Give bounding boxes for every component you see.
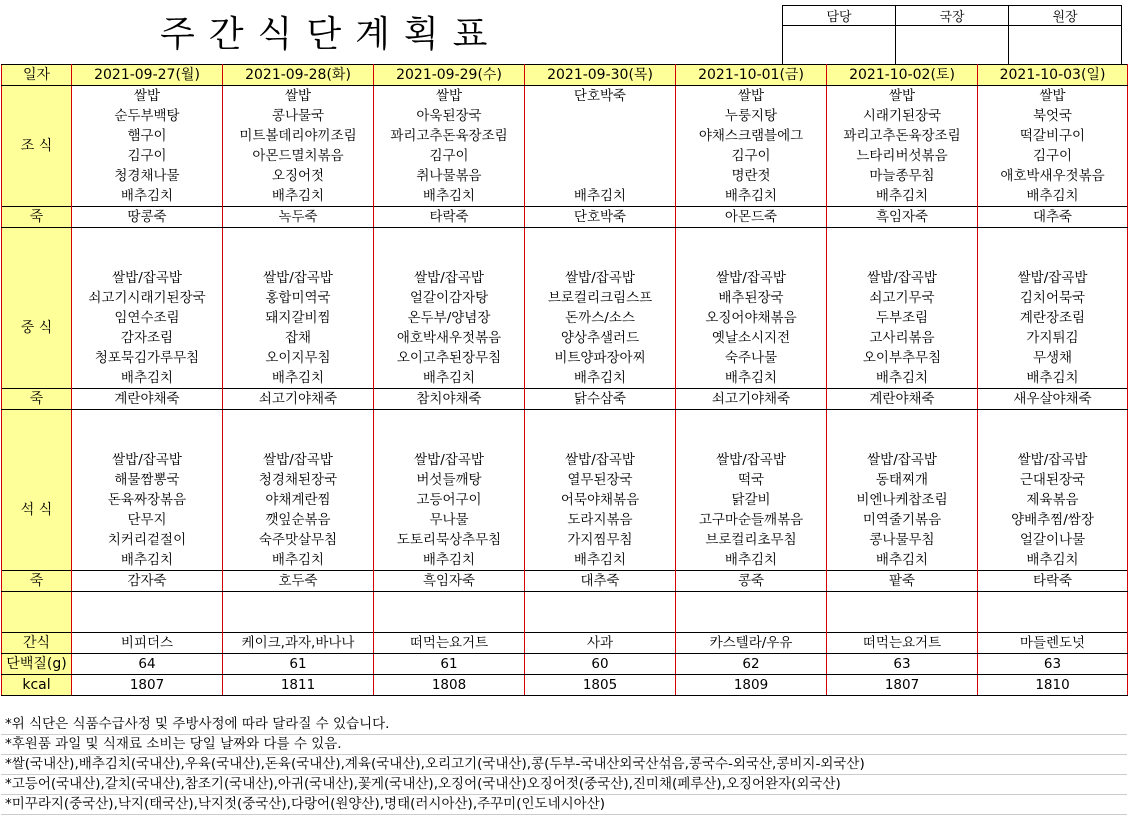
menu-item: 배추김치 — [374, 186, 525, 207]
table-row — [2, 571, 1128, 592]
menu-item: 쌀밥 — [72, 86, 223, 107]
menu-item: 쇠고기무국 — [827, 288, 978, 308]
porridge-item: 쇠고기야채죽 — [223, 389, 374, 410]
blank-cell — [72, 430, 223, 450]
menu-item: 북엇국 — [978, 106, 1128, 126]
table-row — [2, 654, 1128, 675]
menu-item: 잡채 — [223, 328, 374, 348]
approval-label: 원장 — [1009, 6, 1122, 26]
table-row — [2, 592, 1128, 613]
protein-label: 단백질(g) — [2, 654, 72, 675]
menu-item: 숙주맛살무침 — [223, 530, 374, 550]
note-line: *위 식단은 식품수급사정 및 주방사정에 따라 달라질 수 있습니다. — [1, 715, 1127, 735]
table-row — [2, 308, 1128, 328]
menu-item: 무나물 — [374, 510, 525, 530]
menu-item: 치커리겉절이 — [72, 530, 223, 550]
blank-cell — [72, 410, 223, 431]
menu-item: 쌀밥 — [676, 86, 827, 107]
menu-item: 쌀밥/잡곡밥 — [827, 450, 978, 470]
porridge-item: 녹두죽 — [223, 207, 374, 228]
porridge-item: 타락죽 — [374, 207, 525, 228]
table-row — [2, 186, 1128, 207]
menu-item: 꽈리고추돈육장조림 — [827, 126, 978, 146]
menu-item: 해물짬뽕국 — [72, 470, 223, 490]
table-row — [2, 248, 1128, 268]
menu-table — [1, 64, 1128, 696]
menu-item: 오징어젓 — [223, 166, 374, 186]
table-row — [2, 146, 1128, 166]
menu-item: 청경채나물 — [72, 166, 223, 186]
blank-cell — [223, 612, 374, 633]
menu-item: 쌀밥 — [827, 86, 978, 107]
blank-cell — [827, 430, 978, 450]
porridge-item: 콩죽 — [676, 571, 827, 592]
menu-item: 배추김치 — [223, 186, 374, 207]
protein-value: 62 — [676, 654, 827, 675]
menu-item: 쌀밥 — [978, 86, 1128, 107]
date-header: 2021-09-28(화) — [223, 65, 374, 86]
blank-cell — [827, 228, 978, 249]
menu-item: 김구이 — [72, 146, 223, 166]
menu-item: 돈까스/소스 — [525, 308, 676, 328]
table-row — [2, 106, 1128, 126]
porridge-item: 단호박죽 — [525, 207, 676, 228]
snack-item: 떠먹는요거트 — [374, 633, 525, 654]
menu-item: 쌀밥/잡곡밥 — [525, 450, 676, 470]
menu-item: 순두부백탕 — [72, 106, 223, 126]
blank-cell — [525, 410, 676, 431]
porridge-label: 죽 — [2, 207, 72, 228]
menu-item: 배추김치 — [827, 186, 978, 207]
approval-table — [782, 5, 1122, 65]
menu-item: 배추김치 — [978, 550, 1128, 571]
table-row — [2, 675, 1128, 696]
signature-box[interactable] — [1009, 26, 1122, 65]
menu-item: 마늘종무침 — [827, 166, 978, 186]
menu-item: 배추김치 — [827, 368, 978, 389]
blank-cell — [525, 592, 676, 613]
menu-item: 옛날소시지전 — [676, 328, 827, 348]
table-row — [2, 166, 1128, 186]
blank-cell — [525, 248, 676, 268]
porridge-item: 흑임자죽 — [827, 207, 978, 228]
blank-cell — [676, 612, 827, 633]
menu-item: 배추김치 — [72, 550, 223, 571]
date-header: 2021-10-01(금) — [676, 65, 827, 86]
menu-item: 쌀밥 — [374, 86, 525, 107]
signature-box[interactable] — [783, 26, 896, 65]
table-row — [2, 288, 1128, 308]
protein-value: 61 — [374, 654, 525, 675]
menu-item: 애호박새우젓볶음 — [978, 166, 1128, 186]
table-row — [2, 430, 1128, 450]
blank-cell — [374, 248, 525, 268]
menu-item: 숙주나물 — [676, 348, 827, 368]
table-row — [2, 550, 1128, 571]
header-row — [2, 65, 1128, 86]
menu-item: 오이지무침 — [223, 348, 374, 368]
approval-label: 담당 — [783, 6, 896, 26]
table-row — [2, 86, 1128, 107]
menu-item: 온두부/양념장 — [374, 308, 525, 328]
kcal-label: kcal — [2, 675, 72, 696]
porridge-item: 대추죽 — [978, 207, 1128, 228]
menu-item: 브로컬리크림스프 — [525, 288, 676, 308]
menu-item: 청경채된장국 — [223, 470, 374, 490]
blank-cell — [374, 410, 525, 431]
menu-item: 미트볼데리야끼조림 — [223, 126, 374, 146]
blank-cell — [676, 592, 827, 613]
menu-item: 쌀밥/잡곡밥 — [978, 268, 1128, 288]
table-row — [2, 530, 1128, 550]
porridge-item: 참치야채죽 — [374, 389, 525, 410]
menu-item: 쌀밥/잡곡밥 — [374, 268, 525, 288]
kcal-value: 1810 — [978, 675, 1128, 696]
menu-item: 두부조림 — [827, 308, 978, 328]
menu-item: 쌀밥 — [223, 86, 374, 107]
blank-cell — [525, 228, 676, 249]
table-row — [2, 510, 1128, 530]
menu-item: 김구이 — [978, 146, 1128, 166]
blank-cell — [525, 612, 676, 633]
menu-item: 배추김치 — [676, 550, 827, 571]
blank-cell — [827, 248, 978, 268]
menu-item: 햄구이 — [72, 126, 223, 146]
porridge-item: 계란야채죽 — [827, 389, 978, 410]
menu-item: 쌀밥/잡곡밥 — [676, 450, 827, 470]
menu-item: 콩나물무침 — [827, 530, 978, 550]
blank-cell — [223, 228, 374, 249]
menu-item: 닭갈비 — [676, 490, 827, 510]
menu-item: 얼갈이나물 — [978, 530, 1128, 550]
blank-cell — [827, 410, 978, 431]
blank-cell — [978, 248, 1128, 268]
menu-item: 배추김치 — [223, 368, 374, 389]
menu-item — [525, 166, 676, 186]
porridge-item: 호두죽 — [223, 571, 374, 592]
meal-label: 중 식 — [2, 268, 72, 389]
menu-item: 누룽지탕 — [676, 106, 827, 126]
menu-item: 오징어야채볶음 — [676, 308, 827, 328]
blank-cell — [978, 410, 1128, 431]
note-line: *고등어(국내산),갈치(국내산),참조기(국내산),아귀(국내산),꽃게(국내산),오징어(국내산)오징어젓(중국산),진미채(페루산),오징어완자(외국산) — [1, 775, 1127, 795]
blank-cell — [978, 228, 1128, 249]
blank-label — [2, 228, 72, 269]
menu-item: 오이고추된장무침 — [374, 348, 525, 368]
menu-item: 무생채 — [978, 348, 1128, 368]
menu-item: 쌀밥/잡곡밥 — [525, 268, 676, 288]
menu-item: 양배추찜/쌈장 — [978, 510, 1128, 530]
menu-item: 배추김치 — [525, 368, 676, 389]
blank-cell — [676, 248, 827, 268]
menu-item: 어묵야채볶음 — [525, 490, 676, 510]
porridge-item: 대추죽 — [525, 571, 676, 592]
meal-label: 석 식 — [2, 450, 72, 571]
note-line: *미꾸라지(중국산),낙지(태국산),낙지젓(중국산),다랑어(원양산),명태(러시아산),주꾸미(인도네시아산) — [1, 795, 1127, 815]
menu-item: 열무된장국 — [525, 470, 676, 490]
date-header: 2021-10-02(토) — [827, 65, 978, 86]
snack-item: 떠먹는요거트 — [827, 633, 978, 654]
blank-cell — [223, 248, 374, 268]
kcal-value: 1808 — [374, 675, 525, 696]
menu-item: 배추김치 — [676, 186, 827, 207]
signature-box[interactable] — [896, 26, 1009, 65]
table-row — [2, 348, 1128, 368]
table-row — [2, 450, 1128, 470]
blank-cell — [374, 592, 525, 613]
protein-value: 64 — [72, 654, 223, 675]
notes-section — [1, 715, 1127, 815]
menu-item: 배추김치 — [676, 368, 827, 389]
blank-cell — [676, 228, 827, 249]
menu-item: 느타리버섯볶음 — [827, 146, 978, 166]
blank-label — [2, 592, 72, 633]
table-row — [2, 207, 1128, 228]
menu-item: 애호박새우젓볶음 — [374, 328, 525, 348]
menu-item: 비트양파장아찌 — [525, 348, 676, 368]
menu-item: 배추김치 — [978, 368, 1128, 389]
kcal-value: 1805 — [525, 675, 676, 696]
porridge-item: 계란야채죽 — [72, 389, 223, 410]
menu-item — [525, 126, 676, 146]
menu-item: 가지튀김 — [978, 328, 1128, 348]
porridge-item: 감자죽 — [72, 571, 223, 592]
menu-item: 쌀밥/잡곡밥 — [827, 268, 978, 288]
menu-item: 배추된장국 — [676, 288, 827, 308]
menu-item — [525, 146, 676, 166]
porridge-item: 쇠고기야채죽 — [676, 389, 827, 410]
menu-item: 돈육짜장볶음 — [72, 490, 223, 510]
blank-cell — [525, 430, 676, 450]
snack-item: 사과 — [525, 633, 676, 654]
menu-item: 야채계란찜 — [223, 490, 374, 510]
kcal-value: 1807 — [72, 675, 223, 696]
menu-item: 꽈리고추돈육장조림 — [374, 126, 525, 146]
menu-item: 쌀밥/잡곡밥 — [978, 450, 1128, 470]
menu-item: 감자조림 — [72, 328, 223, 348]
blank-cell — [223, 430, 374, 450]
blank-cell — [978, 592, 1128, 613]
menu-item: 쌀밥/잡곡밥 — [72, 268, 223, 288]
snack-item: 카스텔라/우유 — [676, 633, 827, 654]
table-row — [2, 228, 1128, 249]
header-label: 일자 — [2, 65, 72, 86]
table-row — [2, 470, 1128, 490]
kcal-value: 1807 — [827, 675, 978, 696]
note-line: *쌀(국내산),배추김치(국내산),우육(국내산),돈육(국내산),계육(국내산),오리고기(국내산),콩(두부-국내산외국산섞음,콩국수-외국산,콩비지-외국산) — [1, 755, 1127, 775]
menu-item: 미역줄기볶음 — [827, 510, 978, 530]
table-row — [2, 490, 1128, 510]
menu-item: 아몬드멸치볶음 — [223, 146, 374, 166]
blank-cell — [223, 592, 374, 613]
snack-label: 간식 — [2, 633, 72, 654]
porridge-label: 죽 — [2, 571, 72, 592]
blank-cell — [374, 430, 525, 450]
menu-item: 버섯들깨탕 — [374, 470, 525, 490]
menu-item: 깻잎순볶음 — [223, 510, 374, 530]
kcal-value: 1811 — [223, 675, 374, 696]
menu-item: 쌀밥/잡곡밥 — [223, 450, 374, 470]
blank-cell — [72, 248, 223, 268]
blank-cell — [72, 612, 223, 633]
menu-item: 제육볶음 — [978, 490, 1128, 510]
note-line: *후원품 과일 및 식재료 소비는 당일 날짜와 다를 수 있음. — [1, 735, 1127, 755]
menu-item: 배추김치 — [525, 186, 676, 207]
menu-item: 배추김치 — [223, 550, 374, 571]
menu-item: 고등어구이 — [374, 490, 525, 510]
blank-cell — [676, 430, 827, 450]
menu-item: 쇠고기시래기된장국 — [72, 288, 223, 308]
menu-item: 김구이 — [676, 146, 827, 166]
snack-item: 케이크,과자,바나나 — [223, 633, 374, 654]
blank-cell — [827, 592, 978, 613]
menu-item: 야채스크램블에그 — [676, 126, 827, 146]
table-row — [2, 612, 1128, 633]
menu-item: 고구마순들깨볶음 — [676, 510, 827, 530]
table-row — [2, 328, 1128, 348]
menu-item: 계란장조림 — [978, 308, 1128, 328]
table-row — [2, 633, 1128, 654]
menu-item: 떡국 — [676, 470, 827, 490]
menu-item: 동태찌개 — [827, 470, 978, 490]
porridge-item: 팥죽 — [827, 571, 978, 592]
menu-item: 쌀밥/잡곡밥 — [374, 450, 525, 470]
blank-cell — [72, 592, 223, 613]
menu-item: 김구이 — [374, 146, 525, 166]
menu-item: 단호박죽 — [525, 86, 676, 107]
menu-item: 단무지 — [72, 510, 223, 530]
menu-item: 김치어묵국 — [978, 288, 1128, 308]
menu-item: 도토리묵상추무침 — [374, 530, 525, 550]
date-header: 2021-10-03(일) — [978, 65, 1128, 86]
blank-cell — [978, 612, 1128, 633]
porridge-item: 땅콩죽 — [72, 207, 223, 228]
menu-item: 배추김치 — [525, 550, 676, 571]
menu-item: 도라지볶음 — [525, 510, 676, 530]
date-header: 2021-09-30(목) — [525, 65, 676, 86]
menu-item: 쌀밥/잡곡밥 — [223, 268, 374, 288]
menu-item: 배추김치 — [72, 186, 223, 207]
menu-item: 콩나물국 — [223, 106, 374, 126]
porridge-item: 아몬드죽 — [676, 207, 827, 228]
blank-cell — [374, 228, 525, 249]
protein-value: 63 — [827, 654, 978, 675]
page-title: 주간식단계획표 — [160, 14, 502, 55]
protein-value: 63 — [978, 654, 1128, 675]
table-row — [2, 268, 1128, 288]
menu-item: 쌀밥/잡곡밥 — [72, 450, 223, 470]
menu-item: 근대된장국 — [978, 470, 1128, 490]
table-row — [2, 368, 1128, 389]
menu-item: 브로컬리초무침 — [676, 530, 827, 550]
blank-cell — [223, 410, 374, 431]
meal-label: 조 식 — [2, 86, 72, 207]
snack-item: 마들렌도넛 — [978, 633, 1128, 654]
menu-item: 홍합미역국 — [223, 288, 374, 308]
date-header: 2021-09-27(월) — [72, 65, 223, 86]
menu-item: 시래기된장국 — [827, 106, 978, 126]
menu-item: 배추김치 — [72, 368, 223, 389]
menu-item: 청포묵김가루무침 — [72, 348, 223, 368]
menu-item: 비엔나케찹조림 — [827, 490, 978, 510]
menu-item: 쌀밥/잡곡밥 — [676, 268, 827, 288]
menu-item: 떡갈비구이 — [978, 126, 1128, 146]
table-row — [2, 410, 1128, 431]
menu-item: 얼갈이감자탕 — [374, 288, 525, 308]
blank-cell — [827, 612, 978, 633]
blank-cell — [978, 430, 1128, 450]
blank-cell — [72, 228, 223, 249]
protein-value: 60 — [525, 654, 676, 675]
date-header: 2021-09-29(수) — [374, 65, 525, 86]
porridge-item: 흑임자죽 — [374, 571, 525, 592]
menu-item: 고사리볶음 — [827, 328, 978, 348]
snack-item: 비피더스 — [72, 633, 223, 654]
menu-item: 취나물볶음 — [374, 166, 525, 186]
menu-item — [525, 106, 676, 126]
porridge-item: 닭수삼죽 — [525, 389, 676, 410]
table-row — [2, 389, 1128, 410]
menu-item: 배추김치 — [827, 550, 978, 571]
table-row — [2, 126, 1128, 146]
protein-value: 61 — [223, 654, 374, 675]
porridge-label: 죽 — [2, 389, 72, 410]
menu-item: 배추김치 — [374, 368, 525, 389]
menu-item: 배추김치 — [978, 186, 1128, 207]
menu-item: 배추김치 — [374, 550, 525, 571]
porridge-item: 타락죽 — [978, 571, 1128, 592]
approval-label: 국장 — [896, 6, 1009, 26]
menu-item: 양상추샐러드 — [525, 328, 676, 348]
menu-item: 명란젓 — [676, 166, 827, 186]
blank-label — [2, 410, 72, 451]
menu-item: 오이부추무침 — [827, 348, 978, 368]
menu-item: 아욱된장국 — [374, 106, 525, 126]
blank-cell — [676, 410, 827, 431]
menu-item: 임연수조림 — [72, 308, 223, 328]
menu-item: 돼지갈비찜 — [223, 308, 374, 328]
porridge-item: 새우살야채죽 — [978, 389, 1128, 410]
blank-cell — [374, 612, 525, 633]
menu-item: 가지찜무침 — [525, 530, 676, 550]
kcal-value: 1809 — [676, 675, 827, 696]
